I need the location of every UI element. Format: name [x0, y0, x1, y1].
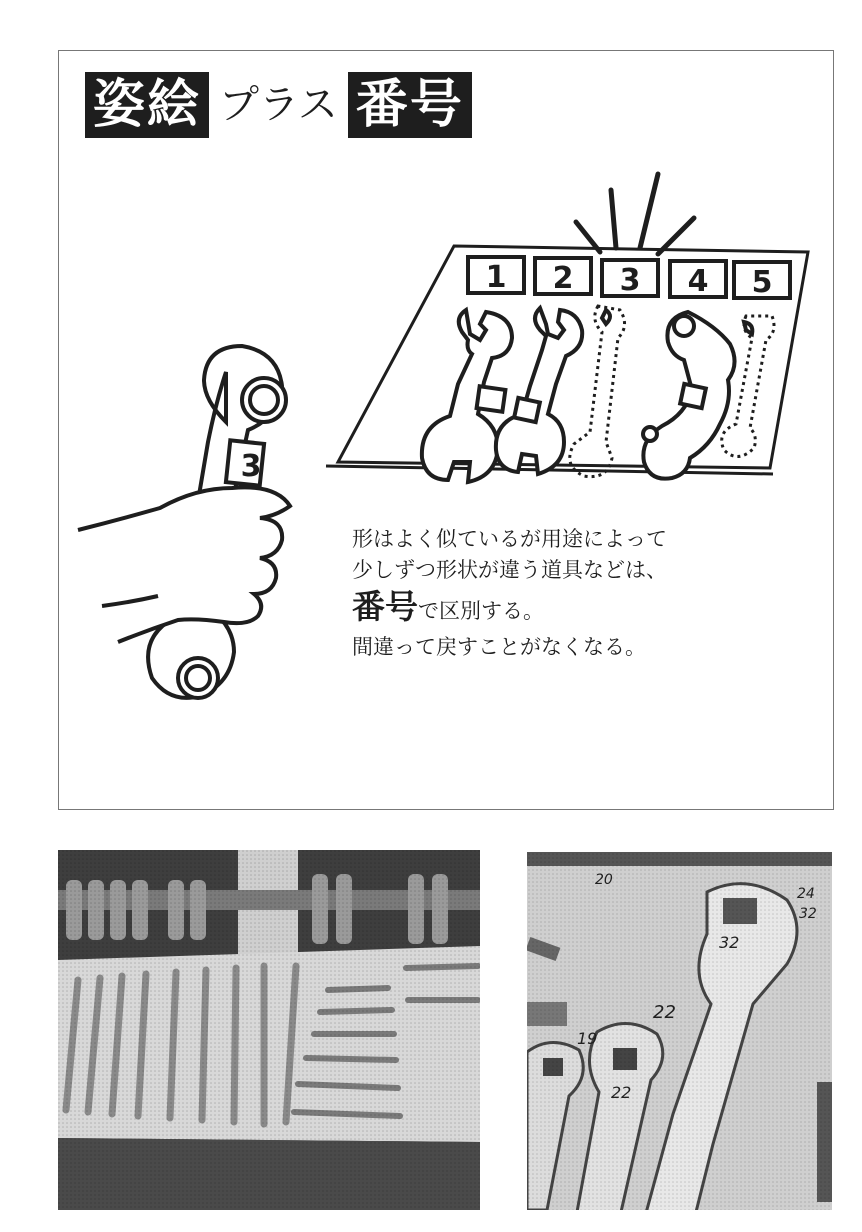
caption-line-4: 間違って戻すことがなくなる。	[352, 635, 646, 659]
caption-line-2: 少しずつ形状が違う道具などは、	[352, 558, 667, 582]
svg-text:1: 1	[485, 260, 507, 295]
caption-emphasis: 番号	[352, 587, 418, 626]
caption	[352, 524, 667, 663]
slot-number-3	[602, 260, 658, 298]
slot-number-4	[670, 261, 726, 299]
caption-line-3: で区別する。	[418, 599, 544, 623]
svg-text:4: 4	[687, 264, 709, 299]
slot-number-2	[535, 258, 591, 296]
ratchet-wrench-closeup-photo	[527, 852, 832, 1210]
slot-number-5	[734, 262, 790, 300]
title-plus: プラス	[219, 82, 338, 128]
workshop-tool-board-photo	[58, 850, 480, 1210]
slot-number-boxes	[468, 257, 790, 300]
svg-text:2: 2	[552, 261, 574, 296]
sparkle-lines	[576, 174, 694, 254]
hand-with-wrench	[78, 346, 290, 698]
hand-wrench-number: 3	[240, 449, 262, 484]
slot-number-1	[468, 257, 524, 295]
page-title	[85, 70, 472, 140]
wrench-4	[643, 312, 735, 479]
svg-text:3: 3	[619, 263, 641, 298]
title-bangou: 番号	[348, 72, 472, 138]
svg-text:5: 5	[751, 265, 773, 300]
caption-line-1: 形はよく似ているが用途によって	[352, 527, 667, 551]
title-sugatae: 姿絵	[85, 72, 209, 138]
